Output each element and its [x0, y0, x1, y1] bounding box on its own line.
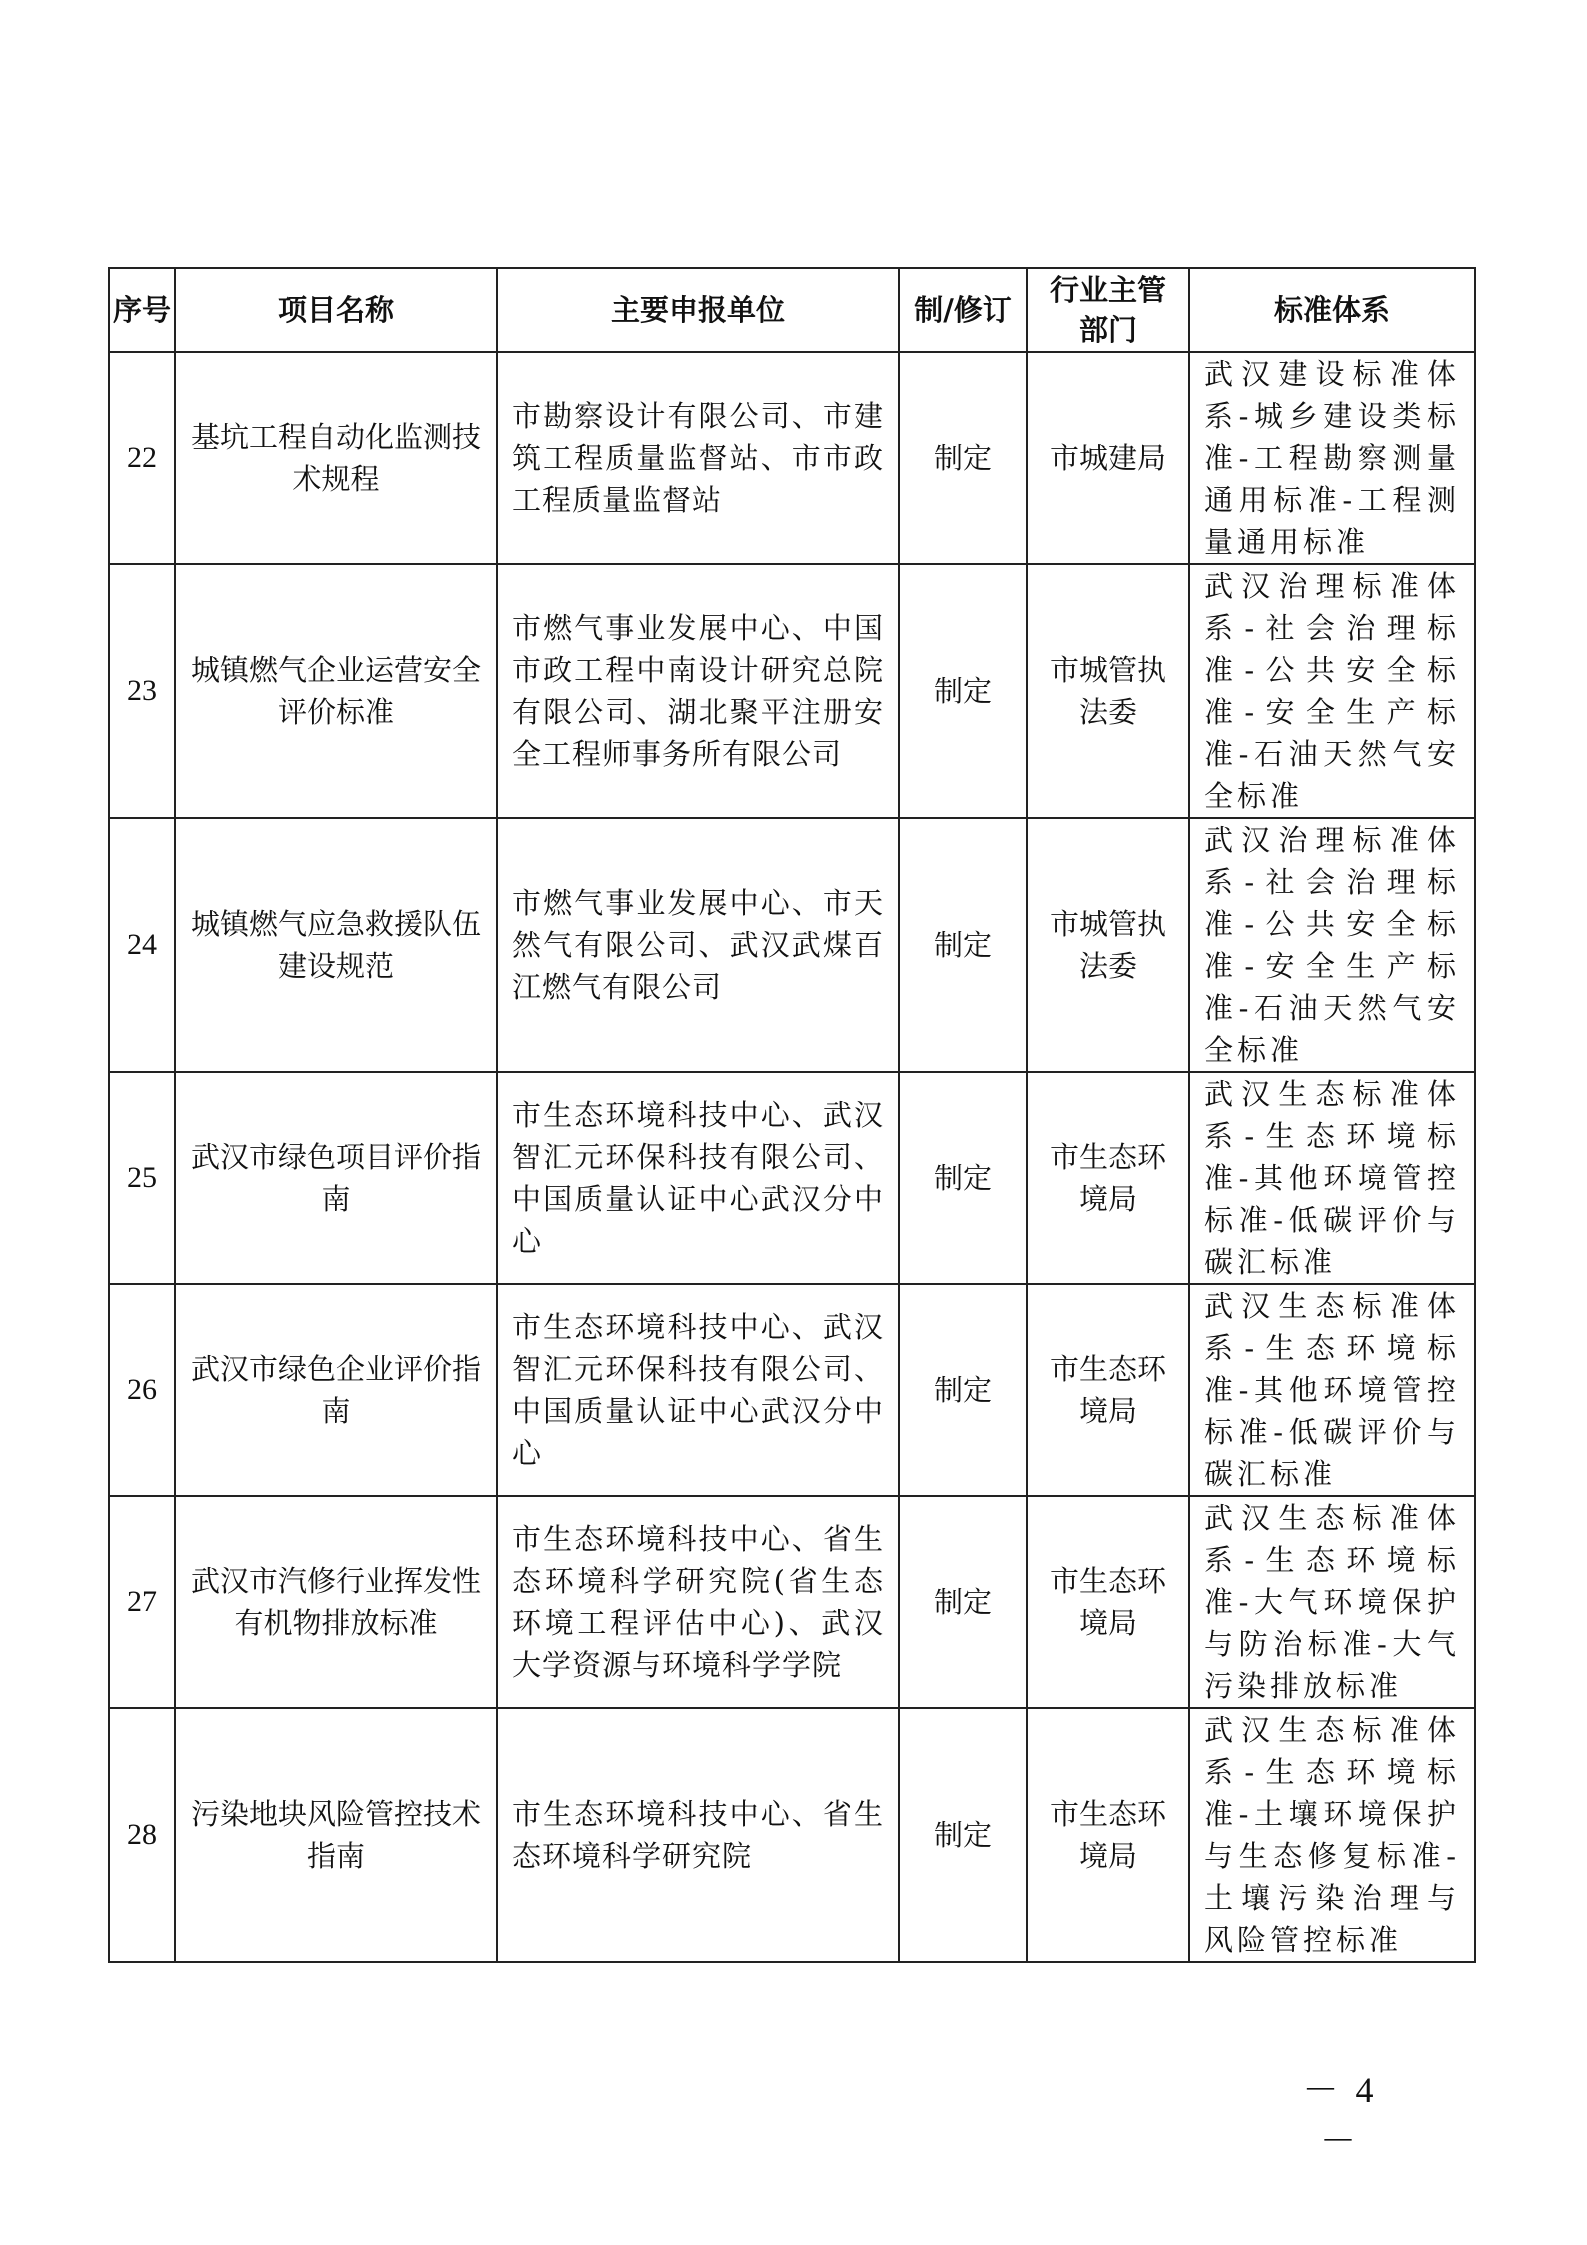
header-department: 行业主管部门	[1027, 268, 1189, 352]
cell-project-name: 武汉市汽修行业挥发性有机物排放标准	[175, 1496, 497, 1708]
cell-revision-type: 制定	[899, 1708, 1027, 1962]
table-row	[109, 1708, 1475, 1962]
cell-revision-type: 制定	[899, 352, 1027, 564]
cell-department: 市城建局	[1027, 352, 1189, 564]
cell-project-name: 基坑工程自动化监测技术规程	[175, 352, 497, 564]
cell-department: 市生态环境局	[1027, 1708, 1189, 1962]
cell-applicant-unit: 市勘察设计有限公司、市建筑工程质量监督站、市市政工程质量监督站	[497, 352, 899, 564]
table-row	[109, 1496, 1475, 1708]
cell-serial-number: 23	[109, 564, 175, 818]
cell-serial-number: 27	[109, 1496, 175, 1708]
cell-project-name: 城镇燃气企业运营安全评价标准	[175, 564, 497, 818]
cell-revision-type: 制定	[899, 564, 1027, 818]
cell-applicant-unit: 市生态环境科技中心、武汉智汇元环保科技有限公司、中国质量认证中心武汉分中心	[497, 1072, 899, 1284]
header-applicant-unit: 主要申报单位	[497, 268, 899, 352]
cell-serial-number: 22	[109, 352, 175, 564]
cell-standard-system: 武汉生态标准体系-生态环境标准-其他环境管控标准-低碳评价与碳汇标准	[1189, 1284, 1475, 1496]
table-row	[109, 818, 1475, 1072]
cell-serial-number: 25	[109, 1072, 175, 1284]
cell-revision-type: 制定	[899, 818, 1027, 1072]
cell-serial-number: 28	[109, 1708, 175, 1962]
header-standard-system: 标准体系	[1189, 268, 1475, 352]
cell-department: 市城管执法委	[1027, 818, 1189, 1072]
table-row	[109, 352, 1475, 564]
cell-standard-system: 武汉治理标准体系-社会治理标准-公共安全标准-安全生产标准-石油天然气安全标准	[1189, 818, 1475, 1072]
header-serial-number: 序号	[109, 268, 175, 352]
cell-serial-number: 26	[109, 1284, 175, 1496]
cell-serial-number: 24	[109, 818, 175, 1072]
cell-applicant-unit: 市生态环境科技中心、武汉智汇元环保科技有限公司、中国质量认证中心武汉分中心	[497, 1284, 899, 1496]
cell-standard-system: 武汉治理标准体系-社会治理标准-公共安全标准-安全生产标准-石油天然气安全标准	[1189, 564, 1475, 818]
page-number: － 4 －	[1302, 2070, 1378, 2161]
cell-project-name: 武汉市绿色企业评价指南	[175, 1284, 497, 1496]
table-header-row	[109, 268, 1475, 352]
cell-department: 市生态环境局	[1027, 1284, 1189, 1496]
cell-standard-system: 武汉生态标准体系-生态环境标准-其他环境管控标准-低碳评价与碳汇标准	[1189, 1072, 1475, 1284]
cell-applicant-unit: 市燃气事业发展中心、市天然气有限公司、武汉武煤百江燃气有限公司	[497, 818, 899, 1072]
cell-project-name: 武汉市绿色项目评价指南	[175, 1072, 497, 1284]
cell-revision-type: 制定	[899, 1072, 1027, 1284]
table-row	[109, 1284, 1475, 1496]
cell-standard-system: 武汉生态标准体系-生态环境标准-大气环境保护与防治标准-大气污染排放标准	[1189, 1496, 1475, 1708]
cell-department: 市生态环境局	[1027, 1072, 1189, 1284]
cell-department: 市城管执法委	[1027, 564, 1189, 818]
header-project-name: 项目名称	[175, 268, 497, 352]
table-row	[109, 1072, 1475, 1284]
cell-department: 市生态环境局	[1027, 1496, 1189, 1708]
cell-applicant-unit: 市生态环境科技中心、省生态环境科学研究院(省生态环境工程评估中心)、武汉大学资源与环境科学学院	[497, 1496, 899, 1708]
cell-standard-system: 武汉生态标准体系-生态环境标准-土壤环境保护与生态修复标准-土壤污染治理与风险管控标准	[1189, 1708, 1475, 1962]
cell-applicant-unit: 市燃气事业发展中心、中国市政工程中南设计研究总院有限公司、湖北聚平注册安全工程师事务所有限公司	[497, 564, 899, 818]
header-revision-type: 制/修订	[899, 268, 1027, 352]
standards-table	[108, 267, 1476, 1963]
cell-revision-type: 制定	[899, 1284, 1027, 1496]
cell-standard-system: 武汉建设标准体系-城乡建设类标准-工程勘察测量通用标准-工程测量通用标准	[1189, 352, 1475, 564]
cell-applicant-unit: 市生态环境科技中心、省生态环境科学研究院	[497, 1708, 899, 1962]
cell-revision-type: 制定	[899, 1496, 1027, 1708]
cell-project-name: 城镇燃气应急救援队伍建设规范	[175, 818, 497, 1072]
table-row	[109, 564, 1475, 818]
cell-project-name: 污染地块风险管控技术指南	[175, 1708, 497, 1962]
